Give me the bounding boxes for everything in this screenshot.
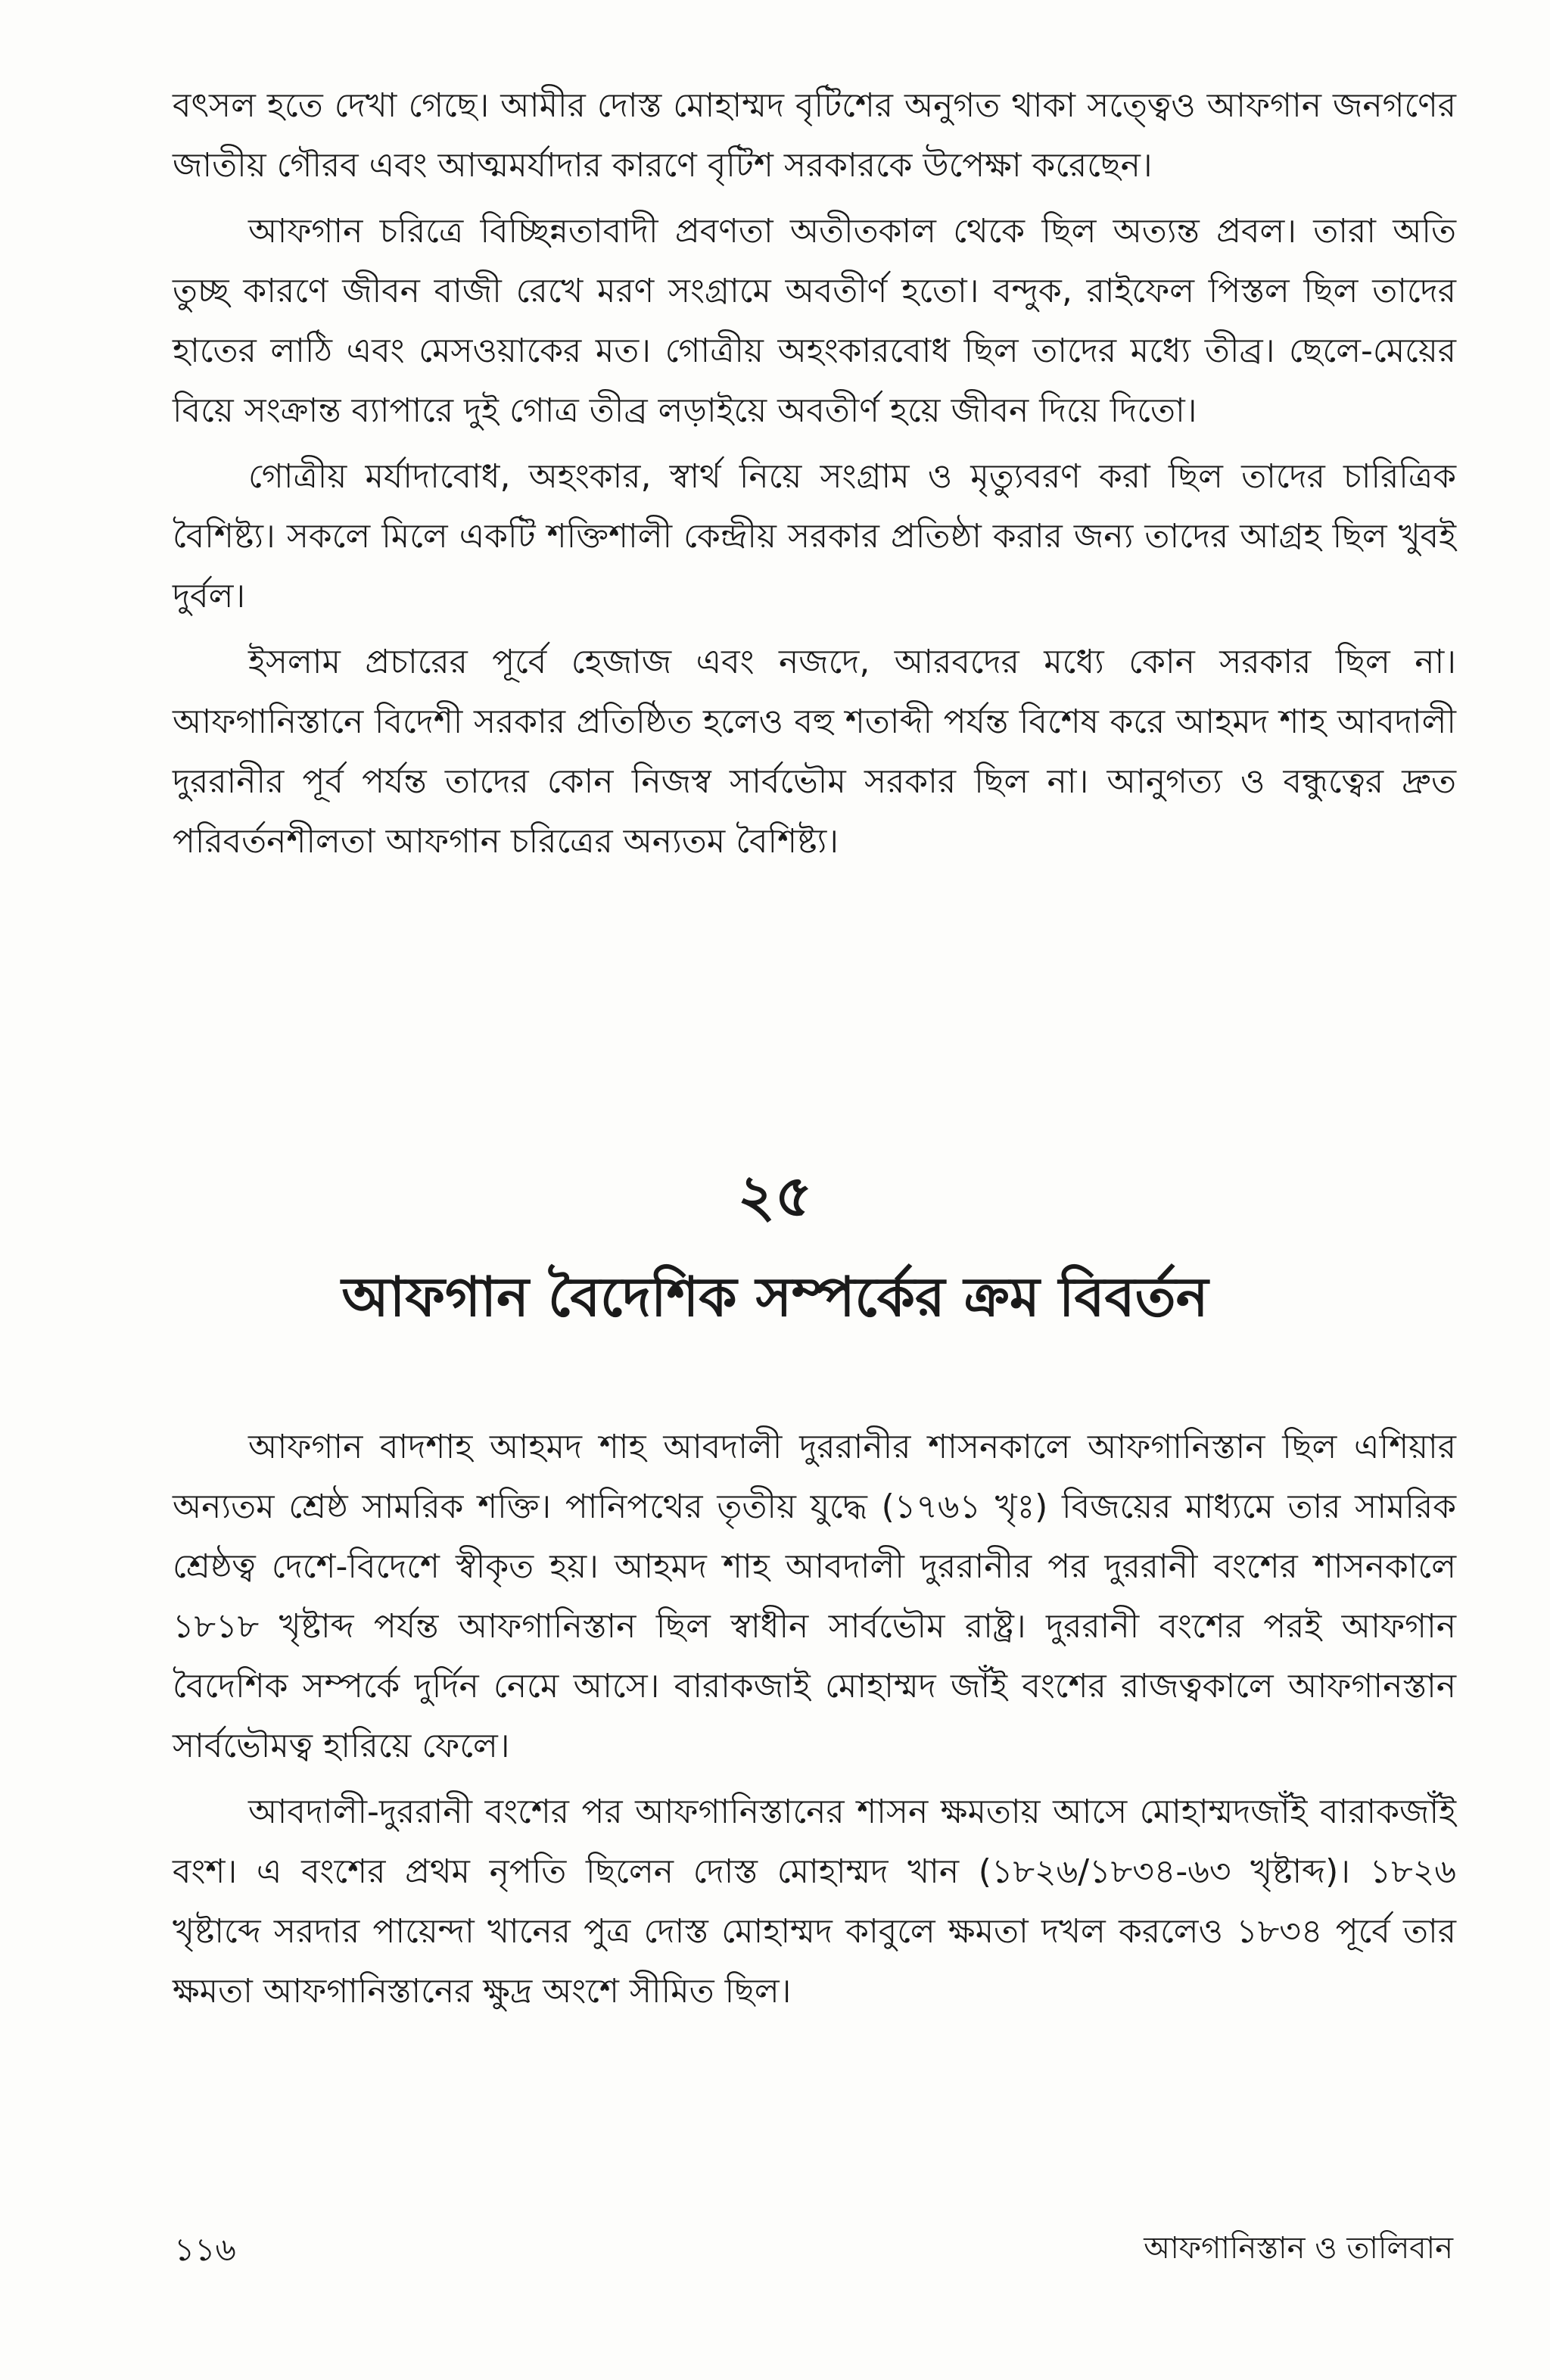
top-text-section <box>173 76 1456 871</box>
paragraph-separatism: আফগান চরিত্রে বিচ্ছিন্নতাবাদী প্রবণতা অতীতকাল থেকে ছিল অত্যন্ত প্রবল। তারা অতি তুচ্ছ কারণে জীবন বাজী রেখে মরণ সংগ্রামে অবতীর্ণ হতো। বন্দুক, রাইফেল পিস্তল ছিল তাদের হাতের লাঠি এবং মেসওয়াকের মত। গোত্রীয় অহংকারবোধ ছিল তাদের মধ্যে তীব্র। ছেলে-মেয়ের বিয়ে সংক্রান্ত ব্যাপারে দুই গোত্র তীব্র লড়াইয়ে অবতীর্ণ হয়ে জীবন দিয়ে দিতো। <box>173 212 1456 430</box>
running-footer-title: আফগানিস্তান ও তালিবান <box>1144 2231 1453 2266</box>
chapter-title: আফগান বৈদেশিক সম্পর্কের ক্রম বিবর্তন <box>341 1265 1209 1329</box>
paragraph-continued: বৎসল হতে দেখা গেছে। আমীর দোস্ত মোহাম্মদ বৃটিশের অনুগত থাকা সত্ত্বেও আফগান জনগণের জাতীয় গৌরব এবং আত্মমর্যাদার কারণে বৃটিশ সরকারকে উপেক্ষা করেছেন। <box>173 86 1456 185</box>
chapter-text-section <box>173 1417 1456 2021</box>
paragraph-tribal-pride: গোত্রীয় মর্যাদাবোধ, অহংকার, স্বার্থ নিয়ে সংগ্রাম ও মৃত্যুবরণ করা ছিল তাদের চারিত্রিক বৈশিষ্ট্য। সকলে মিলে একটি শক্তিশালী কেন্দ্রীয় সরকার প্রতিষ্ঠা করার জন্য তাদের আগ্রহ ছিল খুবই দুর্বল। <box>173 457 1456 615</box>
paragraph-barakzai-dynasty: আবদালী-দুররানী বংশের পর আফগানিস্তানের শাসন ক্ষমতায় আসে মোহাম্মদজাঁই বারাকজাঁই বংশ। এ বংশের প্রথম নৃপতি ছিলেন দোস্ত মোহাম্মদ খান (১৮২৬/১৮৩৪-৬৩ খৃষ্টাব্দ)। ১৮২৬ খৃষ্টাব্দে সরদার পায়েন্দা খানের পুত্র দোস্ত মোহাম্মদ কাবুলে ক্ষমতা দখল করলেও ১৮৩৪ পূর্বে তার ক্ষমতা আফগানিস্তানের ক্ষুদ্র অংশে সীমিত ছিল। <box>173 1793 1456 2011</box>
page-number: ১১৬ <box>174 2231 236 2268</box>
paragraph-durrani-era: আফগান বাদশাহ আহমদ শাহ আবদালী দুররানীর শাসনকালে আফগানিস্তান ছিল এশিয়ার অন্যতম শ্রেষ্ঠ সামরিক শক্তি। পানিপথের তৃতীয় যুদ্ধে (১৭৬১ খৃঃ) বিজয়ের মাধ্যমে তার সামরিক শ্রেষ্ঠত্ব দেশে-বিদেশে স্বীকৃত হয়। আহমদ শাহ আবদালী দুররানীর পর দুররানী বংশের শাসনকালে ১৮১৮ খৃষ্টাব্দ পর্যন্ত আফগানিস্তান ছিল স্বাধীন সার্বভৌম রাষ্ট্র। দুররানী বংশের পরই আফগান বৈদেশিক সম্পর্কে দুর্দিন নেমে আসে। বারাকজাই মোহাম্মদ জাঁই বংশের রাজত্বকালে আফগানস্তান সার্বভৌমত্ব হারিয়ে ফেলে। <box>173 1428 1456 1765</box>
paragraph-government-history: ইসলাম প্রচারের পূর্বে হেজাজ এবং নজদে, আরবদের মধ্যে কোন সরকার ছিল না। আফগানিস্তানে বিদেশী সরকার প্রতিষ্ঠিত হলেও বহু শতাব্দী পর্যন্ত বিশেষ করে আহমদ শাহ আবদালী দুররানীর পূর্ব পর্যন্ত তাদের কোন নিজস্ব সার্বভৌম সরকার ছিল না। আনুগত্য ও বন্ধুত্বের দ্রুত পরিবর্তনশীলতা আফগান চরিত্রের অন্যতম বৈশিষ্ট্য। <box>173 643 1456 861</box>
chapter-number: ২৫ <box>737 1162 813 1229</box>
